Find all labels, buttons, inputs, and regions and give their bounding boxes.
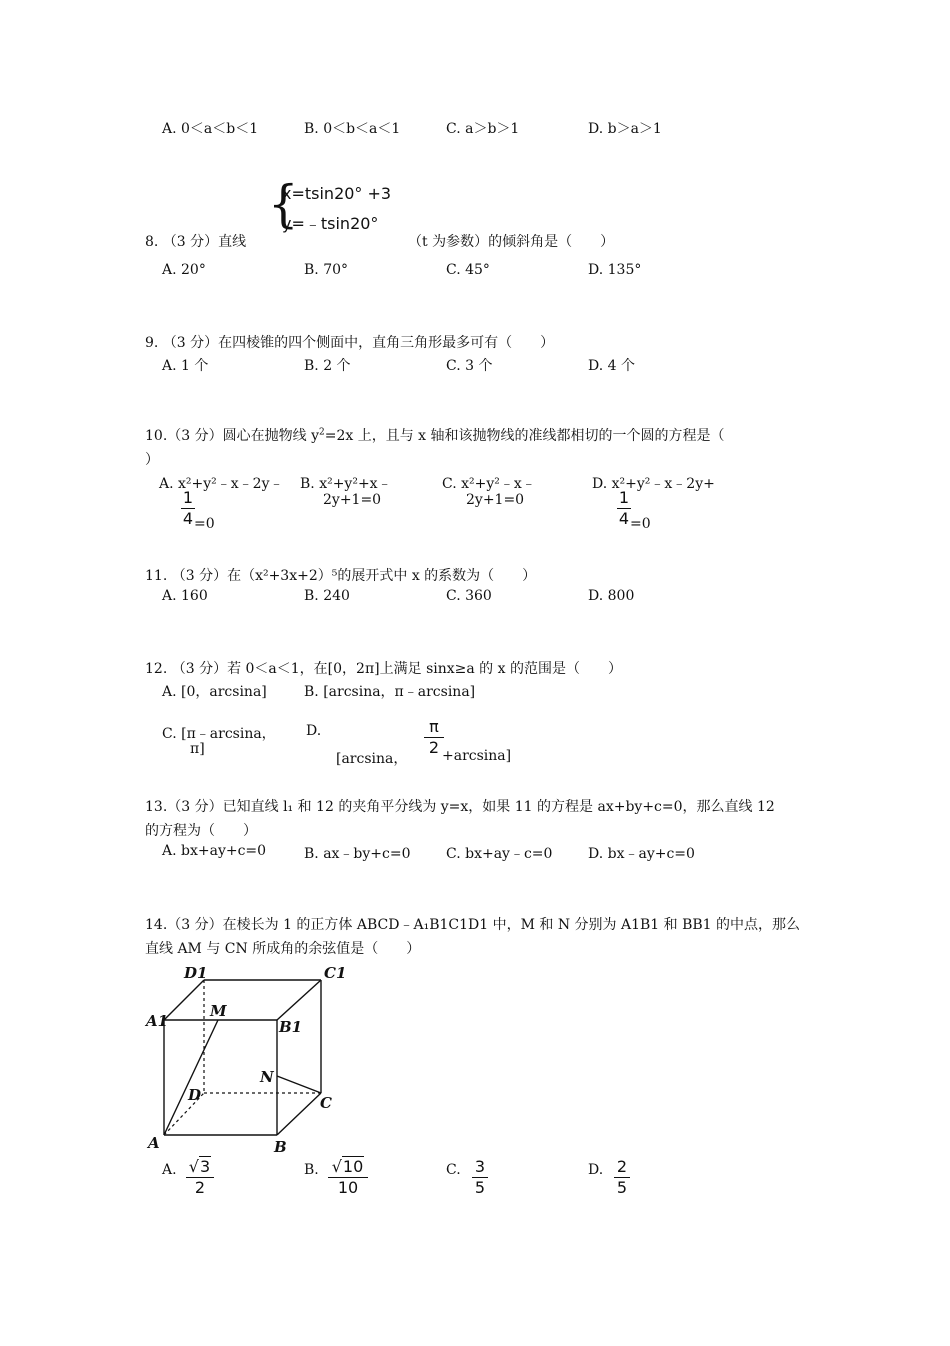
cube-figure <box>140 960 350 1155</box>
q10-option-a[interactable]: A. x²+y²﹣x﹣2y﹣ <box>159 476 284 492</box>
q8-option-d[interactable]: D. 135° <box>588 262 642 278</box>
q14-option-c-fraction <box>472 1158 488 1197</box>
q7-option-a[interactable]: A. 0＜a＜b＜1 <box>162 121 259 137</box>
q11-option-b[interactable]: B. 240 <box>304 588 350 604</box>
radicand: 10 <box>342 1157 364 1176</box>
q10-stem-line1 <box>145 425 725 445</box>
q8-option-a[interactable]: A. 20° <box>162 262 206 278</box>
q10-option-b[interactable]: B. x²+y²+x﹣ <box>300 476 392 492</box>
q11-stem: 11. （3 分）在（x²+3x+2）⁵的展开式中 x 的系数为（ ） <box>145 568 537 584</box>
q10-option-d-tail: =0 <box>630 516 651 532</box>
fraction-numerator: 3 <box>474 1157 486 1176</box>
q10-option-d[interactable]: D. x²+y²﹣x﹣2y+ <box>592 476 715 492</box>
q11-option-c[interactable]: C. 360 <box>446 588 492 604</box>
label-n: N <box>260 1068 274 1086</box>
fraction-denominator: 2 <box>194 1178 206 1197</box>
q14-option-b-fraction <box>328 1158 368 1197</box>
edge-bc <box>277 1093 321 1135</box>
q10-option-c[interactable]: C. x²+y²﹣x﹣ <box>442 476 536 492</box>
fraction-numerator: 2 <box>616 1157 628 1176</box>
q8-prefix: 8. （3 分）直线 <box>145 234 247 250</box>
fraction-denominator: 5 <box>616 1178 628 1197</box>
fraction-numerator: √3 <box>188 1157 211 1176</box>
q7-option-c[interactable]: C. a＞b＞1 <box>446 121 520 137</box>
q12-option-d-fraction <box>424 718 444 757</box>
radicand: 3 <box>200 1157 211 1176</box>
q10-option-a-fraction <box>181 489 195 528</box>
q14-stem-line2: 直线 AM 与 CN 所成角的余弦值是（ ） <box>145 941 421 957</box>
q10-option-d-fraction <box>617 489 631 528</box>
q8-equation-y: y=﹣tsin20° <box>282 214 379 233</box>
q7-option-b[interactable]: B. 0＜b＜a＜1 <box>304 121 401 137</box>
q14-option-d-fraction <box>614 1158 630 1197</box>
segment-am <box>164 1020 218 1135</box>
q14-option-c[interactable]: C. <box>446 1162 461 1178</box>
label-b: B <box>274 1138 287 1155</box>
q12-option-d-post: +arcsina] <box>442 748 512 764</box>
label-d1: D1 <box>184 964 208 982</box>
fraction-numerator: 1 <box>618 488 630 507</box>
q10-sup: 2 <box>318 427 325 438</box>
q9-option-c[interactable]: C. 3 个 <box>446 358 493 374</box>
q9-stem: 9. （3 分）在四棱锥的四个侧面中，直角三角形最多可有（ ） <box>145 335 555 351</box>
q12-option-c[interactable]: C. [π﹣arcsina， <box>162 726 276 742</box>
label-a: A <box>148 1134 160 1152</box>
q14-option-a[interactable]: A. <box>162 1162 177 1178</box>
q13-option-a[interactable]: A. bx+ay+c=0 <box>162 843 267 859</box>
q10-option-c-line2: 2y+1=0 <box>466 492 525 508</box>
q9-option-a[interactable]: A. 1 个 <box>162 358 209 374</box>
label-c1: C1 <box>324 964 347 982</box>
fraction-numerator: 1 <box>182 488 194 507</box>
q13-option-c[interactable]: C. bx+ay﹣c=0 <box>446 846 553 862</box>
fraction-denominator: 2 <box>428 738 440 757</box>
q9-option-b[interactable]: B. 2 个 <box>304 358 351 374</box>
segment-nc <box>277 1076 321 1093</box>
q10-option-b-line2: 2y+1=0 <box>323 492 382 508</box>
q9-option-d[interactable]: D. 4 个 <box>588 358 635 374</box>
fraction-numerator: √10 <box>331 1157 364 1176</box>
q14-option-b[interactable]: B. <box>304 1162 319 1178</box>
q13-option-d[interactable]: D. bx﹣ay+c=0 <box>588 846 695 862</box>
label-b1: B1 <box>279 1018 303 1036</box>
label-d: D <box>188 1086 202 1104</box>
q13-stem-line1: 13.（3 分）已知直线 l₁ 和 12 的夹角平分线为 y=x，如果 11 的方程是 ax+by+c=0，那么直线 12 <box>145 799 775 815</box>
q11-option-a[interactable]: A. 160 <box>162 588 208 604</box>
q8-option-b[interactable]: B. 70° <box>304 262 349 278</box>
q13-option-b[interactable]: B. ax﹣by+c=0 <box>304 846 411 862</box>
q8-option-c[interactable]: C. 45° <box>446 262 490 278</box>
fraction-denominator: 5 <box>474 1178 486 1197</box>
q14-stem-line1: 14.（3 分）在棱长为 1 的正方体 ABCD﹣A₁B1C1D1 中，M 和 N 分别为 A1B1 和 BB1 的中点，那么 <box>145 917 801 933</box>
q7-option-d[interactable]: D. b＞a＞1 <box>588 121 662 137</box>
q12-option-a[interactable]: A. [0，arcsina] <box>162 684 267 700</box>
q10-option-a-tail: =0 <box>194 516 215 532</box>
fraction-numerator: π <box>429 717 439 736</box>
fraction-denominator: 10 <box>337 1178 359 1197</box>
fraction-denominator: 4 <box>182 509 194 528</box>
label-m: M <box>210 1002 227 1020</box>
label-a1: A1 <box>146 1012 169 1030</box>
edge-a1d1 <box>164 980 204 1020</box>
q12-option-b[interactable]: B. [arcsina，π﹣arcsina] <box>304 684 476 700</box>
brace-symbol: { <box>268 174 299 234</box>
q14-option-d[interactable]: D. <box>588 1162 604 1178</box>
edge-b1c1 <box>277 980 321 1020</box>
label-c: C <box>320 1094 332 1112</box>
q12-stem: 12. （3 分）若 0＜a＜1，在[0，2π]上满足 sinx≥a 的 x 的范围是（ ） <box>145 661 622 677</box>
q8-suffix: （t 为参数）的倾斜角是（ ） <box>408 234 615 250</box>
q10-stem-a: 10.（3 分）圆心在抛物线 y <box>145 428 319 444</box>
q12-option-d-pre: [arcsina， <box>336 751 408 767</box>
q11-option-d[interactable]: D. 800 <box>588 588 635 604</box>
q14-option-a-fraction <box>186 1158 214 1197</box>
q10-stem-line2: ） <box>145 452 159 468</box>
fraction-denominator: 4 <box>618 509 630 528</box>
q13-stem-line2: 的方程为（ ） <box>145 823 257 839</box>
q10-stem-b: =2x 上，且与 x 轴和该抛物线的准线都相切的一个圆的方程是（ <box>324 428 725 444</box>
q8-equation-x: x=tsin20° +3 <box>282 184 392 203</box>
q12-option-c-line2: π] <box>190 741 205 757</box>
q12-option-d[interactable]: D. <box>306 723 322 739</box>
